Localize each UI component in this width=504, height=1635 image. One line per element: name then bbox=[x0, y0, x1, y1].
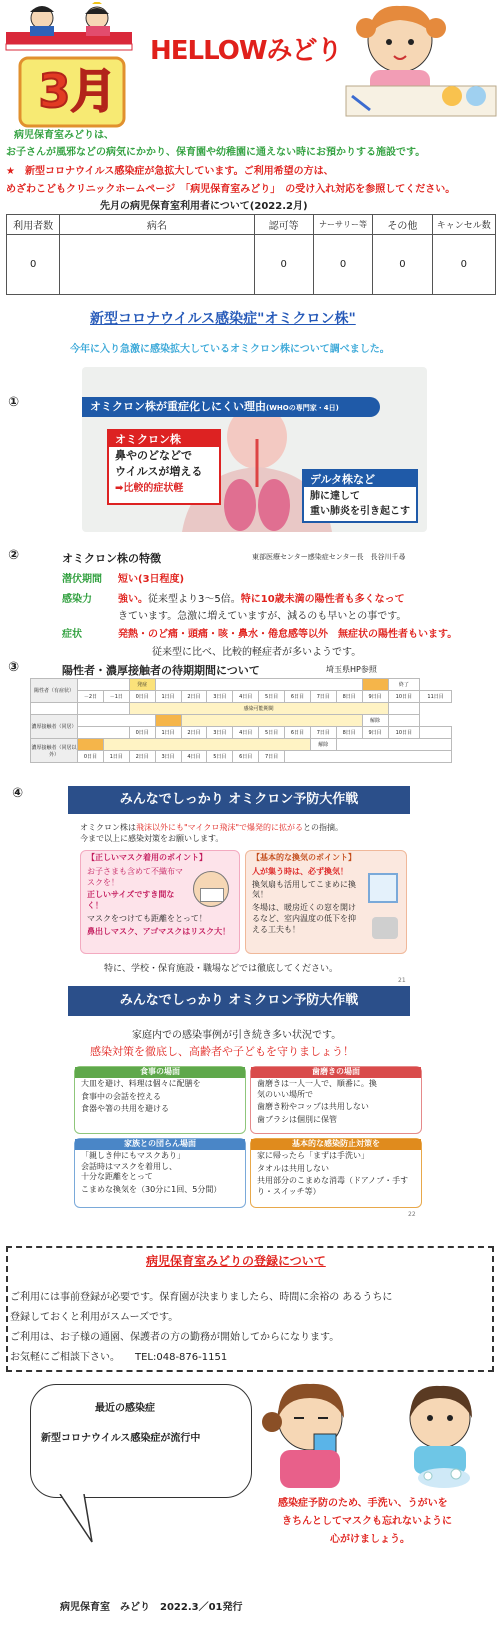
window-icon bbox=[368, 873, 398, 903]
usage-cell bbox=[60, 235, 254, 295]
waiting-release: 解除 bbox=[310, 739, 336, 751]
child-drawing-illustration bbox=[340, 0, 500, 118]
delta-callout-label: デルタ株など bbox=[304, 471, 416, 487]
handwashing-child-illustration bbox=[384, 1380, 502, 1490]
mask-card bbox=[80, 850, 240, 954]
omicron-heading: 新型コロナウイルス感染症"オミクロン株" bbox=[90, 311, 356, 327]
home-banner: みんなでしっかり オミクロン予防大作戦 bbox=[68, 986, 410, 1016]
infectivity-ratio: 従来型より3～5倍。 bbox=[148, 594, 241, 605]
usage-cell: 0 bbox=[313, 235, 372, 295]
delta-callout-text-2: 重い肺炎を引き起こす bbox=[310, 506, 410, 517]
waiting-day: 1日目 bbox=[155, 691, 181, 703]
figure-1-marker: ① bbox=[8, 395, 20, 410]
waiting-day: 6日目 bbox=[285, 691, 311, 703]
omicron-callout-text-1: 鼻やのどなどで bbox=[115, 449, 192, 462]
waiting-day: 0日目 bbox=[129, 691, 155, 703]
basic-measures-point: 家に帰ったら「まずは手洗い」 bbox=[257, 1150, 369, 1160]
waiting-period-table: 陽性者（有症状） 発症 終了 －2日 －1日 0日目 1日目 2日目 3日目 4日目 5日目 6日目 7日目 8日目 9日目 10日目 11日目 感染可能期間 濃厚接触者（同居） 解除 0日目 1日目 2日目 3日目 4日目 5日目 6日目 7日目 8日目 9日目 10日目 濃厚接触者（同居以外） 解除 0日目 1日目 2日目 3日目 4日目 5日目 6日目 7日目 bbox=[30, 678, 452, 763]
toothbrush-point: 歯磨きは一人一人で、順番に。換気のいい場所で bbox=[257, 1078, 377, 1099]
meal-point: 食器や箸の共用を避ける bbox=[81, 1104, 169, 1114]
registration-title: 病児保育室みどりの登録について bbox=[146, 1254, 326, 1268]
mask-child-icon bbox=[193, 871, 229, 907]
mask-point: お子さまも含めて不織布マスクを！ bbox=[87, 866, 183, 887]
usage-cell: 0 bbox=[432, 235, 495, 295]
meal-point: 大皿を避け、料理は個々に配膳を bbox=[81, 1078, 201, 1088]
waiting-day: 9日目 bbox=[362, 691, 388, 703]
omicron-figure bbox=[82, 367, 427, 532]
family-point: こまめな換気を（30分に1回、5分間） bbox=[81, 1185, 222, 1195]
waiting-source: 埼玉県HP参照 bbox=[326, 665, 377, 674]
ventilation-card bbox=[245, 850, 407, 954]
basic-measures-point: 共用部分のこまめな消毒（ドアノブ・手すり・スイッチ等） bbox=[257, 1176, 409, 1197]
omicron-callout-label: オミクロン株 bbox=[109, 431, 219, 447]
ventilation-point: 冬場は、暖房近くの窓を開けるなど、室内温度の低下を抑える工夫も！ bbox=[252, 903, 356, 934]
usage-table bbox=[6, 214, 496, 295]
infectivity-text-1 bbox=[118, 590, 405, 605]
waiting-day: 8日目 bbox=[336, 691, 362, 703]
waiting-day: 11日目 bbox=[420, 691, 452, 703]
ventilation-point: 換気扇も活用してこまめに換気！ bbox=[252, 879, 356, 900]
page-number-21: 21 bbox=[398, 977, 406, 984]
omicron-callout-text-2: ウイルスが増える bbox=[115, 465, 203, 478]
family-card bbox=[74, 1138, 246, 1208]
features-marker: ② bbox=[8, 548, 20, 563]
usage-header: 利用者数 bbox=[7, 215, 60, 235]
usage-cell: 0 bbox=[373, 235, 432, 295]
family-point: 「親しき仲にもマスクあり」会話時はマスクを着用し、十分な距離をとって bbox=[81, 1150, 181, 1182]
facility-note: 特に、学校・保育施設・職場などでは徹底してください。 bbox=[104, 964, 339, 974]
incubation-value: 短い(3日程度) bbox=[118, 574, 185, 585]
alert-line-1: ★ 新型コロナウイルス感染症が急拡大しています。ご利用希望の方は、 bbox=[6, 166, 334, 177]
recent-body: 新型コロナウイルス感染症が流行中 bbox=[41, 1433, 201, 1444]
ventilation-point: 人が集う時は、必ず換気！ bbox=[252, 866, 348, 876]
mask-card-title: 【正しいマスク着用のポイント】 bbox=[87, 853, 207, 862]
registration-line-4: お気軽にご相談下さい。 TEL:048-876-1151 bbox=[10, 1352, 228, 1363]
usage-header: ナーサリー等 bbox=[313, 215, 372, 235]
footer-issuer: 病児保育室 みどり 2022.3／01発行 bbox=[60, 1602, 243, 1613]
prevention-lead-1b: 飛沫以外にも"マイクロ飛沫"で爆発的に拡がる bbox=[136, 823, 304, 832]
usage-value-row bbox=[7, 235, 496, 295]
features-title: オミクロン株の特徴 bbox=[62, 552, 161, 565]
features-source: 東部医療センター感染症センター長 長谷川千尋 bbox=[252, 553, 406, 561]
waiting-title: 陽性者・濃厚接触者の待期期間について bbox=[62, 664, 260, 677]
meal-card-title: 食事の場面 bbox=[75, 1067, 245, 1078]
advice-line-1: 感染症予防のため、手洗い、うがいを bbox=[278, 1498, 448, 1509]
advice-line-3: 心がけましょう。 bbox=[330, 1534, 410, 1545]
gargling-child-illustration bbox=[254, 1378, 384, 1488]
usage-header: 病名 bbox=[60, 215, 254, 235]
toothbrush-card-title: 歯磨きの場面 bbox=[251, 1067, 421, 1078]
mask-point: マスクをつけても距離をとって！ bbox=[87, 913, 207, 923]
symptom-label: 症状 bbox=[62, 629, 82, 640]
home-lead-1: 家庭内での感染事例が引き続き多い状況です。 bbox=[132, 1030, 342, 1041]
meal-card bbox=[74, 1066, 246, 1134]
prevention-lead-2: 今まで以上に感染対策をお願いします。 bbox=[80, 834, 224, 843]
waiting-day: 5日目 bbox=[259, 691, 285, 703]
family-card-title: 家族との団らん場面 bbox=[75, 1139, 245, 1150]
waiting-row-label: 濃厚接触者（同居以外） bbox=[31, 739, 78, 763]
page-number-22: 22 bbox=[408, 1211, 416, 1218]
meal-point: 食事中の会話を控える bbox=[81, 1091, 161, 1101]
figure-1-source: (WHOの専門家・4日) bbox=[266, 404, 339, 412]
waiting-day: 4日目 bbox=[233, 691, 259, 703]
registration-line-3: ご利用は、お子様の通園、保護者の方の勤務が開始してからになります。 bbox=[10, 1332, 340, 1343]
recent-title: 最近の感染症 bbox=[95, 1403, 155, 1414]
usage-header: その他 bbox=[373, 215, 432, 235]
fan-icon bbox=[372, 917, 398, 939]
waiting-row-label: 濃厚接触者（同居） bbox=[31, 715, 78, 739]
prevention-lead-1c: との指摘。 bbox=[303, 823, 344, 832]
symptom-text-1: 発熱・のど痛・頭痛・咳・鼻水・倦怠感等以外 無症状の陽性者もいます。 bbox=[118, 629, 458, 640]
waiting-day: －1日 bbox=[103, 691, 129, 703]
delta-callout bbox=[302, 469, 418, 523]
intro-line-2: お子さんが風邪などの病気にかかり、保育園や幼稚園に通えない時にお預かりする施設です。 bbox=[6, 147, 426, 158]
waiting-row-label: 陽性者（有症状） bbox=[31, 679, 78, 703]
infectivity-children: 特に10歳未満の陽性者も多くなって bbox=[240, 594, 405, 605]
basic-measures-card bbox=[250, 1138, 422, 1208]
infectivity-strong: 強い。 bbox=[118, 594, 148, 605]
basic-measures-title: 基本的な感染防止対策を bbox=[251, 1139, 421, 1150]
infectivity-text-2: きています。急激に増えていますが、減るのも早いとの事です。 bbox=[118, 611, 407, 622]
omicron-callout bbox=[107, 429, 221, 505]
figure-1-title-bar bbox=[82, 397, 380, 417]
usage-caption: 先月の病児保育室利用者について(2022.2月) bbox=[100, 201, 308, 212]
usage-header-row bbox=[7, 215, 496, 235]
waiting-day: 10日目 bbox=[388, 691, 420, 703]
usage-header: キャンセル数 bbox=[432, 215, 495, 235]
waiting-end: 終了 bbox=[388, 679, 420, 691]
newsletter-title: HELLOWみどり bbox=[150, 36, 342, 66]
registration-line-2: 登録しておくと利用がスムーズです。 bbox=[10, 1312, 179, 1323]
waiting-day: 3日目 bbox=[207, 691, 233, 703]
alert-line-2: めざわこどもクリニックホームページ ｢病児保育室みどり｣ の受け入れ対応を参照してください。 bbox=[6, 184, 456, 195]
month-badge: 3月 bbox=[38, 64, 117, 118]
omicron-subheading: 今年に入り急激に感染拡大しているオミクロン株について調べました。 bbox=[70, 344, 390, 355]
prevention-marker: ④ bbox=[12, 786, 24, 801]
mask-point: 正しいサイズですき間なく！ bbox=[87, 890, 175, 911]
home-lead-2: 感染対策を徹底し、高齢者や子どもを守りましょう！ bbox=[90, 1045, 354, 1058]
symptom-text-2: 従来型に比べ、比較的軽症者が多いようです。 bbox=[152, 647, 362, 658]
intro-line-1: 病児保育室みどりは、 bbox=[14, 130, 114, 141]
prevention-lead-1a: オミクロン株は bbox=[80, 823, 136, 832]
bubble-tail bbox=[56, 1494, 96, 1544]
omicron-callout-text-3: ➡比較的症状軽 bbox=[115, 483, 184, 494]
toothbrush-point: 歯磨き粉やコップは共用しない bbox=[257, 1102, 369, 1112]
usage-cell: 0 bbox=[7, 235, 60, 295]
advice-line-2: きちんとしてマスクも忘れないように bbox=[282, 1516, 452, 1527]
waiting-mid: 感染可能期間 bbox=[129, 703, 388, 715]
toothbrush-card bbox=[250, 1066, 422, 1134]
ventilation-card-title: 【基本的な換気のポイント】 bbox=[252, 853, 356, 862]
waiting-day: 7日目 bbox=[310, 691, 336, 703]
figure-1-title: オミクロン株が重症化しにくい理由 bbox=[90, 400, 266, 413]
delta-callout-text-1: 肺に達して bbox=[310, 491, 360, 502]
waiting-release: 解除 bbox=[362, 715, 388, 727]
usage-cell: 0 bbox=[254, 235, 313, 295]
waiting-onset: 発症 bbox=[129, 679, 155, 691]
mask-point: 鼻出しマスク、アゴマスクはリスク大！ bbox=[87, 926, 231, 936]
incubation-label: 潜伏期間 bbox=[62, 574, 102, 585]
prevention-lead-1 bbox=[80, 822, 343, 833]
prevention-banner: みんなでしっかり オミクロン予防大作戦 bbox=[68, 786, 410, 814]
registration-box bbox=[6, 1246, 494, 1372]
recent-bubble bbox=[30, 1384, 252, 1498]
waiting-day: 2日目 bbox=[181, 691, 207, 703]
toothbrush-point: 歯ブラシは個別に保管 bbox=[257, 1115, 337, 1125]
waiting-day: －2日 bbox=[78, 691, 104, 703]
usage-header: 認可等 bbox=[254, 215, 313, 235]
waiting-marker: ③ bbox=[8, 660, 20, 675]
basic-measures-point: タオルは共用しない bbox=[257, 1163, 329, 1173]
registration-line-1: ご利用には事前登録が必要です。保育園が決まりましたら、時間に余裕の あるうちに bbox=[10, 1292, 393, 1303]
infectivity-label: 感染力 bbox=[62, 594, 92, 605]
